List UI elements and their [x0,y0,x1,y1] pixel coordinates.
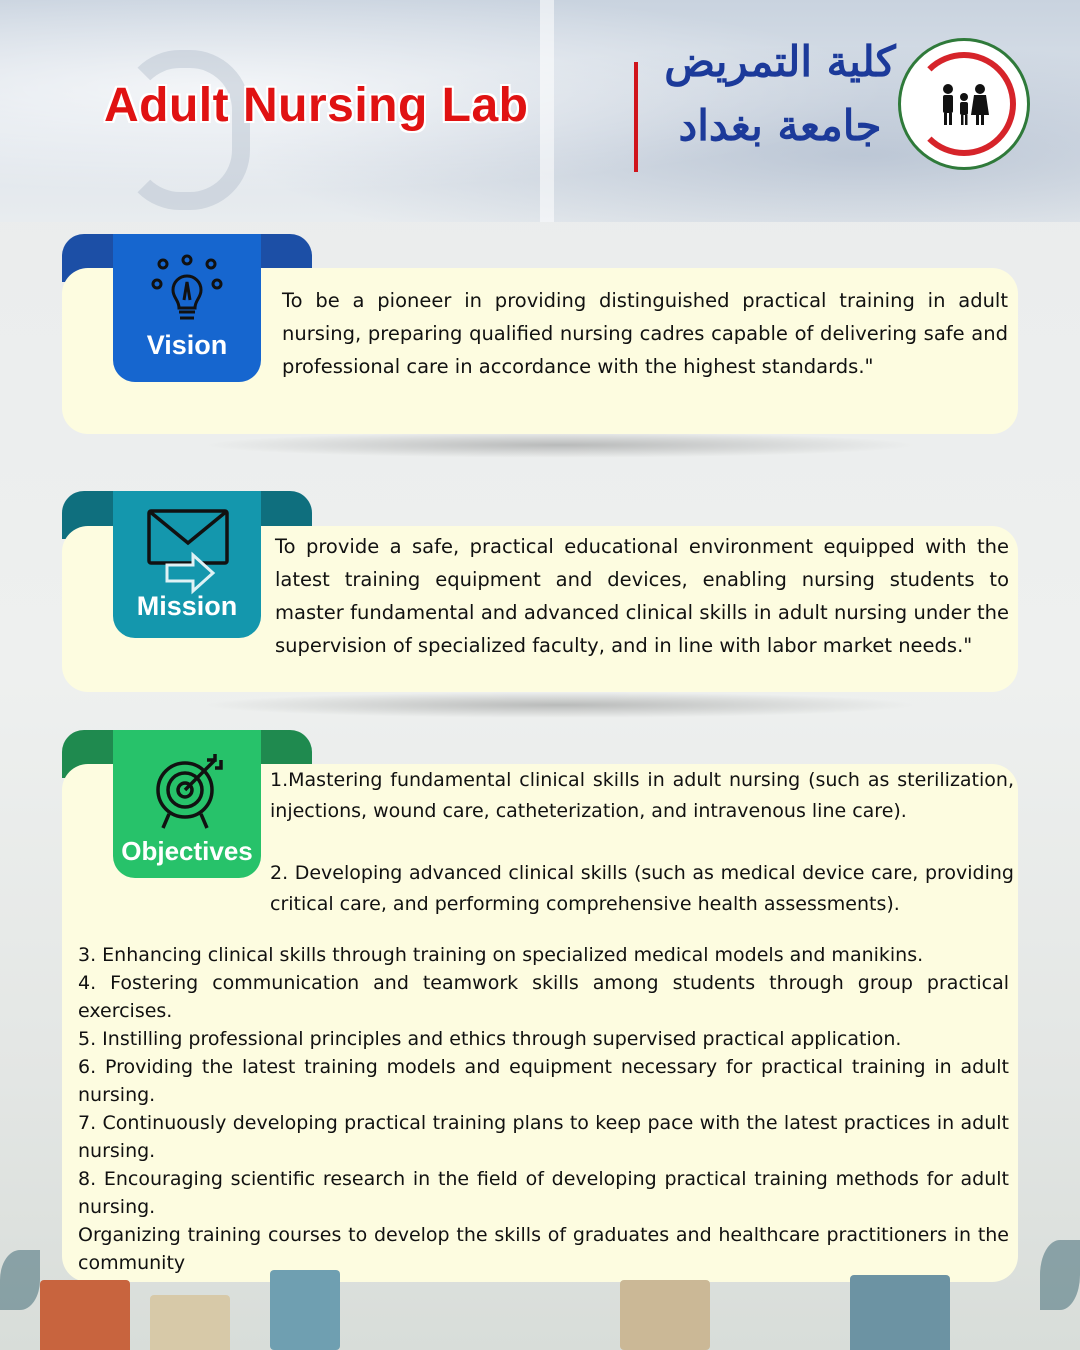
decor-box [850,1275,950,1350]
envelope-arrow-icon [143,505,233,595]
vision-text: To be a pioneer in providing distinguished practical training in adult nursing, preparing qualified nursing cadres capable of delivering safe and professional care in accordance with the highest standards." [282,289,1008,378]
objective-item-7: 7. Continuously developing practical training plans to keep pace with the latest practices in adult nursing. [78,1112,1009,1162]
college-name-line2: جامعة بغداد [678,101,882,150]
decor-leaf [0,1250,40,1310]
logo-emblem [912,52,1016,156]
vision-shadow [200,432,920,458]
decor-box [150,1295,230,1350]
mission-text: To provide a safe, practical educational environment equipped with the latest training equipment and devices, enabling nursing students to master fundamental and advanced clinical skills in adult nursing under the supervision of specialized faculty, and in line with labor market needs." [275,535,1009,657]
objectives-label: Objectives [121,836,253,866]
objective-item-4: 4. Fostering communication and teamwork skills among students through group practical exercises. [78,972,1009,1022]
mission-shadow [200,692,920,718]
objective-item-8: 8. Encouraging scientific research in the field of developing practical training methods for adult nursing. [78,1168,1009,1218]
bottom-decor [0,1240,1080,1350]
family-figures-icon [934,79,994,129]
header-banner [0,0,1080,222]
decor-box [620,1280,710,1350]
objective-item-3: 3. Enhancing clinical skills through training on specialized medical models and manikins. [78,944,924,966]
vision-label: Vision [146,330,228,360]
mission-label: Mission [136,591,238,621]
objectives-badge [113,730,261,878]
university-logo [898,38,1030,170]
decor-box [40,1280,130,1350]
target-arrow-icon [149,752,229,832]
objective-item-1: 1.Mastering fundamental clinical skills in adult nursing (such as sterilization, injections, wound care, catheterization, and intravenous line care). [270,769,1014,822]
objective-item-6: 6. Providing the latest training models and equipment necessary for practical training in adult nursing. [78,1056,1009,1106]
decor-leaf [1040,1240,1080,1310]
objective-item-5: 5. Instilling professional principles and ethics through supervised practical application. [78,1028,902,1050]
college-name-line1: كلية التمريض [664,37,896,86]
decor-box [270,1270,340,1350]
objectives-list [78,941,1009,1277]
background-tube-decor [540,0,554,222]
lightbulb-pen-icon [147,250,227,330]
header-divider [634,62,638,172]
objective-item-9: Organizing training courses to develop the skills of graduates and healthcare practitioners in the community [78,1224,1009,1274]
page-title: Adult Nursing Lab [104,79,529,132]
vision-badge [113,234,261,382]
college-name-arabic [660,30,900,158]
mission-badge [113,491,261,638]
objective-item-2: 2. Developing advanced clinical skills (such as medical device care, providing critical care, and performing comprehensive health assessments). [270,862,1014,915]
